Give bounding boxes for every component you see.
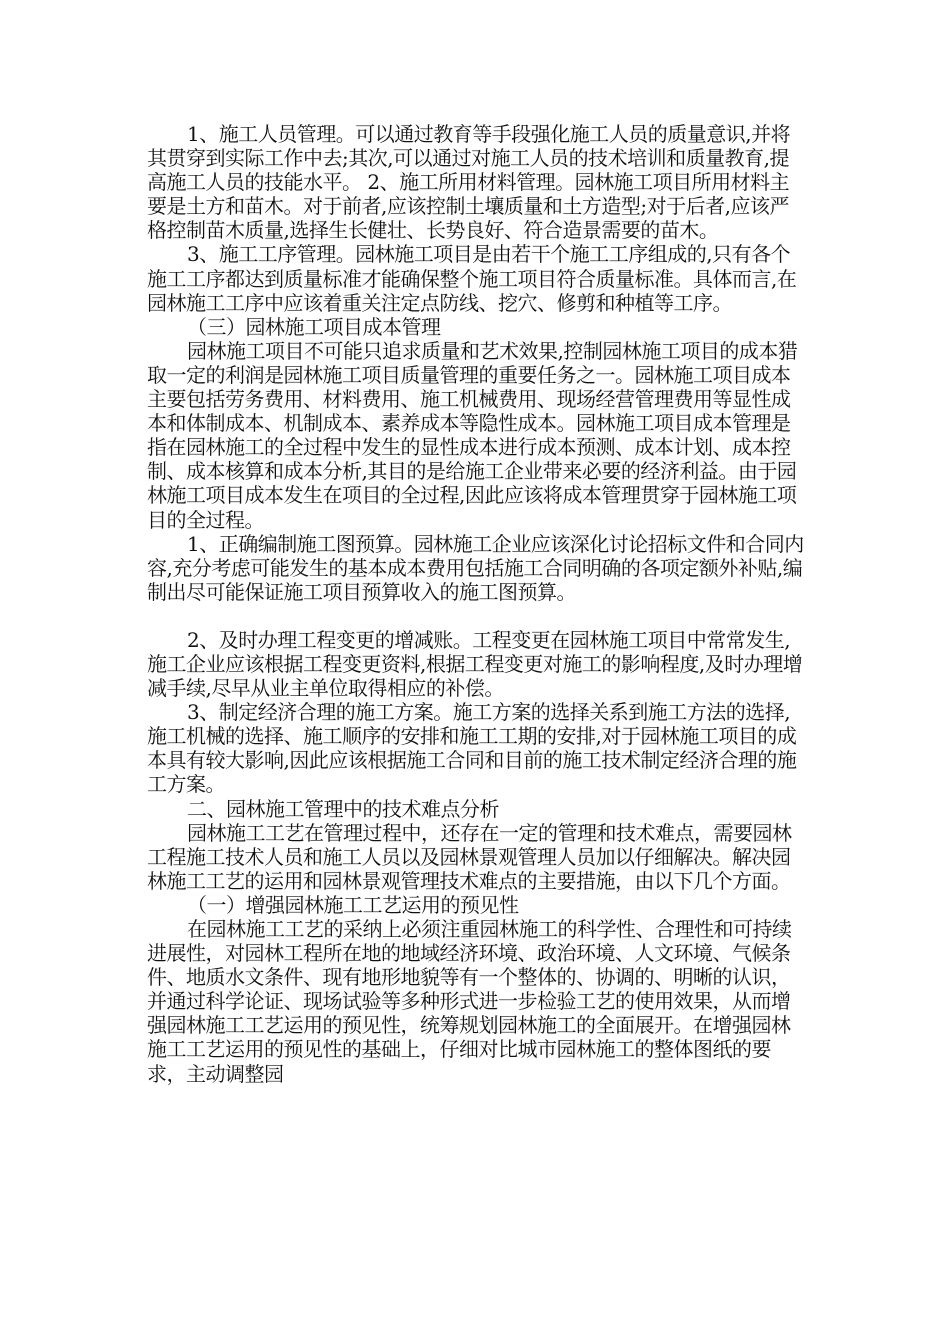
paragraph-foresight: 在园林施工工艺的采纳上必须注重园林施工的科学性、合理性和可持续进展性，对园林工程所在地的地域经济环境、政治环境、人文环境、气候条件、地质水文条件、现有地形地貌等有一个整体的、协调的、明晰的认识，并通过科学论证、现场试验等多种形式进一步检验工艺的使用效果，从而增强园林施工工艺运用的预见性，统筹规划园林施工的全面展开。在增强园林施工工艺运用的预见性的基础上，仔细对比城市园林施工的整体图纸的要求，主动调整园 (147, 917, 792, 1086)
section-heading-foresight: （一）增强园林施工工艺运用的预见性 (187, 892, 519, 917)
paragraph-technical-difficulties: 园林施工工艺在管理过程中，还存在一定的管理和技术难点，需要园林工程施工技术人员和施工人员以及园林景观管理人员加以仔细解决。解决园林施工工艺的运用和园林景观管理技术难点的主要措施，由以下几个方面。 (147, 820, 792, 893)
section-heading-cost-management: （三）园林施工项目成本管理 (187, 314, 441, 339)
blank-line (147, 604, 807, 628)
paragraph-budget: 1、正确编制施工图预算。园林施工企业应该深化讨论招标文件和合同内容,充分考虑可能发生的基本成本费用包括施工合同明确的各项定额外补贴,编制出尽可能保证施工项目预算收入的施工图预算。 (147, 531, 804, 604)
section-heading-technical-difficulties: 二、园林施工管理中的技术难点分析 (187, 796, 499, 821)
paragraph-personnel-materials: 1、施工人员管理。可以通过教育等手段强化施工人员的质量意识,并将其贯穿到实际工作中去;其次,可以通过对施工人员的技术培训和质量教育,提高施工人员的技能水平。 2、施工所用材料管理。园林施工项目所用材料主要是土方和苗木。对于前者,应该控制土壤质量和土方造型;对于后者,应该严格控制苗木质量,选择生长健壮、长势良好、符合造景需要的苗木。 (147, 122, 791, 243)
paragraph-change-orders: 2、及时办理工程变更的增减账。工程变更在园林施工项目中常常发生,施工企业应该根据工程变更资料,根据工程变更对施工的影响程度,及时办理增减手续,尽早从业主单位取得相应的补偿。 (147, 627, 803, 701)
document-body (147, 122, 807, 1086)
paragraph-construction-plan: 3、制定经济合理的施工方案。施工方案的选择关系到施工方法的选择,施工机械的选择、施工顺序的安排和施工工期的安排,对于园林施工项目的成本具有较大影响,因此应该根据施工合同和目前的施工技术制定经济合理的施工方案。 (147, 700, 797, 797)
paragraph-cost-management: 园林施工项目不可能只追求质量和艺术效果,控制园林施工项目的成本猎取一定的利润是园林施工项目质量管理的重要任务之一。园林施工项目成本主要包括劳务费用、材料费用、施工机械费用、现场经营管理费用等显性成本和体制成本、机制成本、素养成本等隐性成本。园林施工项目成本管理是指在园林施工的全过程中发生的显性成本进行成本预测、成本计划、成本控制、成本核算和成本分析,其目的是给施工企业带来必要的经济利益。由于园林施工项目成本发生在项目的全过程,因此应该将成本管理贯穿于园林施工项目的全过程。 (147, 338, 798, 532)
paragraph-process-management: 3、施工工序管理。园林施工项目是由若干个施工工序组成的,只有各个施工工序都达到质量标准才能确保整个施工项目符合质量标准。具体而言,在园林施工工序中应该着重关注定点防线、挖穴、修剪和种植等工序。 (147, 242, 797, 315)
